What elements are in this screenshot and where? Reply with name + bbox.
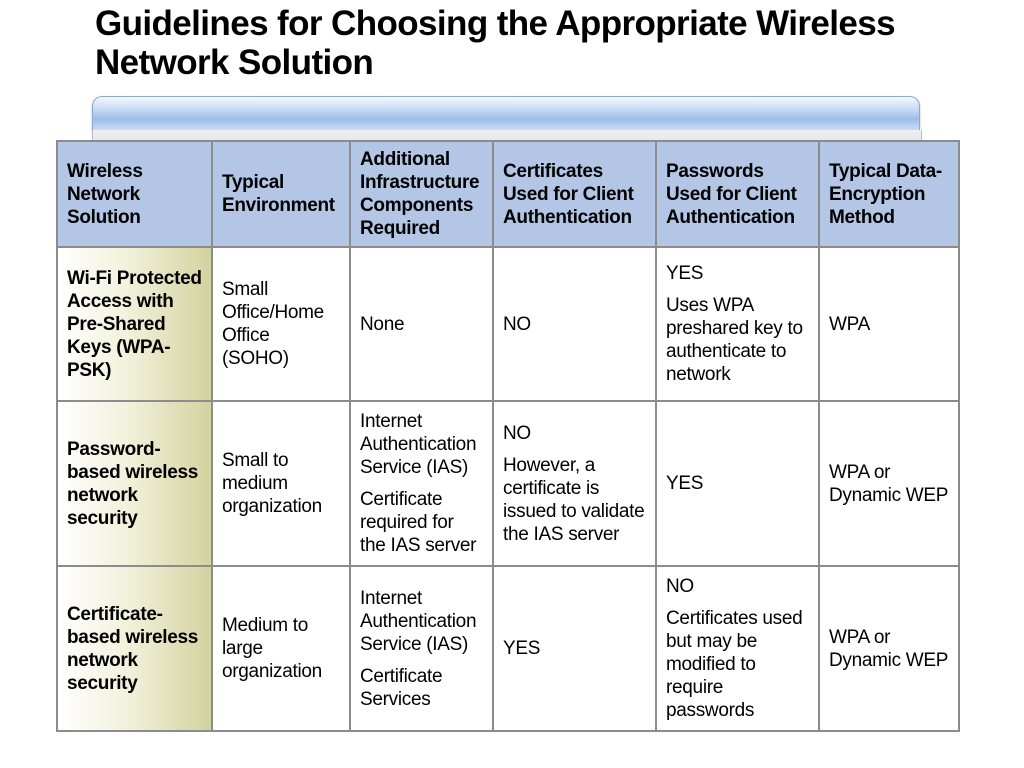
row-encryption: WPA [819, 247, 959, 401]
row-certificates [493, 566, 656, 731]
row-passwords-answer: NO [666, 576, 694, 597]
decorative-header-bar [92, 96, 920, 131]
table-row [57, 401, 959, 566]
row-passwords [656, 401, 819, 566]
row-solution: Certificate-based wireless network security [57, 566, 212, 731]
row-infrastructure-text: Internet Authentication Service (IAS) [360, 587, 477, 655]
row-infrastructure-text: None [360, 313, 405, 335]
row-encryption: WPA or Dynamic WEP [819, 401, 959, 566]
row-certificates [493, 247, 656, 401]
row-infrastructure-note: Certificate Services [360, 665, 443, 710]
row-infrastructure-text: Internet Authentication Service (IAS) [360, 411, 477, 478]
row-certificates-text: YES [503, 638, 541, 659]
header-passwords-used: Passwords Used for Client Authentication [656, 141, 819, 247]
row-encryption: WPA or Dynamic WEP [819, 566, 959, 731]
table-row [57, 566, 959, 731]
row-passwords [656, 247, 819, 401]
row-infrastructure-note: Certificate required for the IAS server [360, 489, 477, 556]
table-header-row [57, 141, 959, 247]
row-solution: Password-based wireless network security [57, 401, 212, 566]
header-typical-environment: Typical Environment [212, 141, 350, 247]
row-certificates-text: NO [503, 422, 531, 444]
header-certificates-used: Certificates Used for Client Authentication [493, 141, 656, 247]
table-row [57, 247, 959, 401]
guidelines-table [56, 140, 960, 732]
row-environment: Medium to large organization [212, 566, 350, 731]
row-passwords-answer: YES [666, 473, 704, 494]
row-certificates-text: NO [503, 313, 531, 335]
row-infrastructure [350, 247, 493, 401]
row-solution: Wi-Fi Protected Access with Pre-Shared Keys (WPA-PSK) [57, 247, 212, 401]
row-environment: Small Office/Home Office (SOHO) [212, 247, 350, 401]
header-data-encryption-method: Typical Data-Encryption Method [819, 141, 959, 247]
header-wireless-network-solution: Wireless Network Solution [57, 141, 212, 247]
row-infrastructure [350, 401, 493, 566]
row-passwords-note: Certificates used but may be modified to require passwords [666, 608, 803, 721]
slide-title: Guidelines for Choosing the Appropriate Wireless Network Solution [95, 4, 895, 82]
row-infrastructure [350, 566, 493, 731]
row-environment: Small to medium organization [212, 401, 350, 566]
row-passwords [656, 566, 819, 731]
row-passwords-answer: YES [666, 263, 704, 284]
header-additional-infrastructure: Additional Infrastructure Components Required [350, 141, 493, 247]
row-certificates-note: However, a certificate is issued to validate the IAS server [503, 454, 645, 545]
row-certificates [493, 401, 656, 566]
row-passwords-note: Uses WPA preshared key to authenticate to network [666, 295, 803, 385]
